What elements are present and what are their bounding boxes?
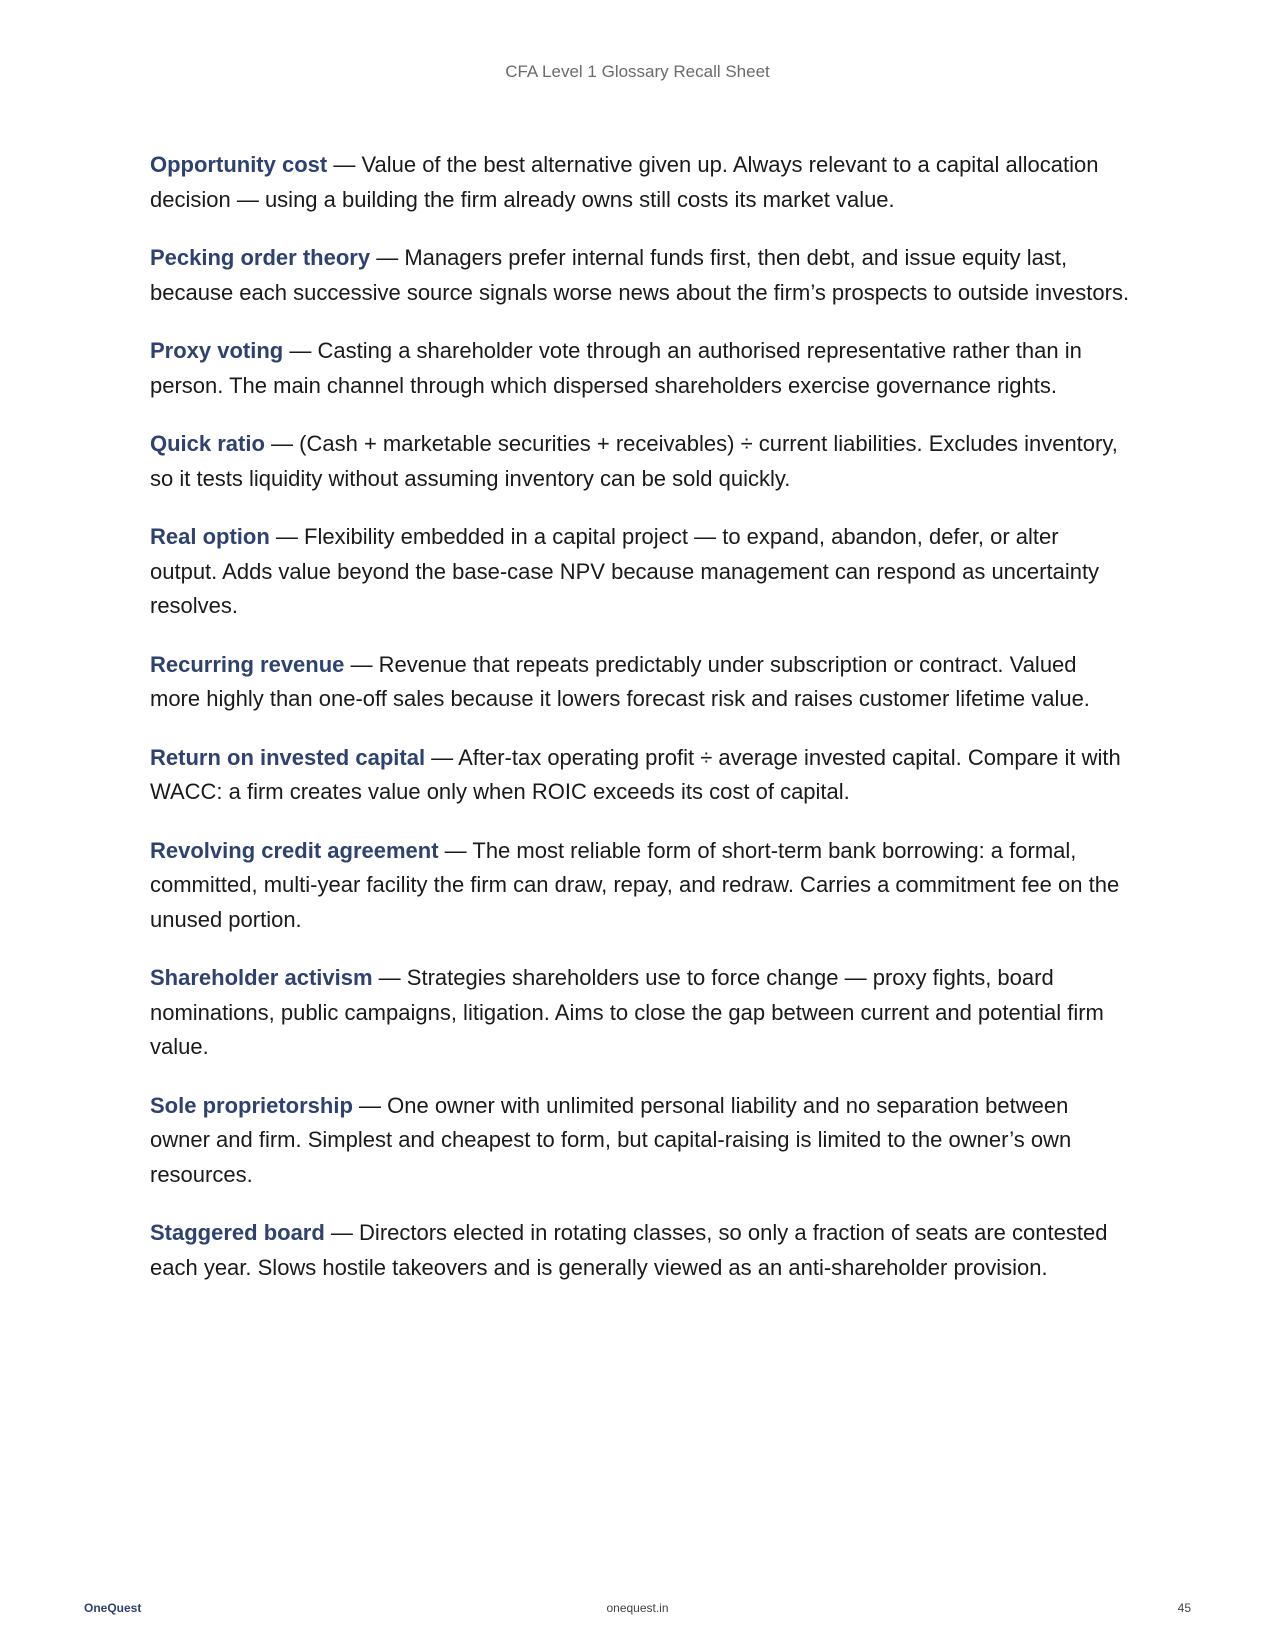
glossary-term: Staggered board <box>150 1220 325 1245</box>
glossary-entry <box>150 648 1130 717</box>
term-separator: — <box>372 965 407 990</box>
glossary-entry <box>150 427 1130 496</box>
term-separator: — <box>370 245 405 270</box>
term-separator: — <box>344 651 379 677</box>
glossary-entry <box>150 241 1130 310</box>
glossary-definition: (Cash + marketable securities + receivables) ÷ current liabilities. Excludes inventory, so it tests liquidity without assuming inventory can be sold quickly. <box>150 431 1118 491</box>
glossary-term: Proxy voting <box>150 338 284 363</box>
term-separator: — <box>352 1092 388 1118</box>
glossary-entry <box>150 148 1130 217</box>
glossary-term: Pecking order theory <box>150 245 371 270</box>
glossary-list <box>150 148 1130 1309</box>
term-separator: — <box>438 837 473 863</box>
page-number: 45 <box>1177 1601 1191 1615</box>
glossary-entry <box>150 741 1130 810</box>
page-footer <box>84 1601 1191 1617</box>
glossary-definition: The most reliable form of short-term bank borrowing: a formal, committed, multi-year facility the firm can draw, repay, and redraw. Carries a commitment fee on the unused portion. <box>150 837 1120 932</box>
glossary-definition: Managers prefer internal funds first, then debt, and issue equity last, because each successive source signals worse news about the firm’s prospects to outside investors. <box>150 245 1130 305</box>
glossary-term: Shareholder activism <box>150 965 373 990</box>
footer-brand: OneQuest <box>84 1601 142 1615</box>
glossary-term: Quick ratio <box>150 431 265 456</box>
glossary-entry <box>150 961 1130 1065</box>
glossary-term: Return on invested capital <box>150 744 426 770</box>
glossary-definition: Directors elected in rotating classes, so only a fraction of seats are contested each year. Slows hostile takeovers and is generally viewed as an anti-shareholder provision. <box>150 1220 1108 1280</box>
footer-url[interactable]: onequest.in <box>606 1601 669 1615</box>
term-separator: — <box>269 524 305 549</box>
glossary-term: Opportunity cost <box>150 152 328 177</box>
glossary-definition: Casting a shareholder vote through an authorised representative rather than in person. The main channel through which dispersed shareholders exercise governance rights. <box>150 338 1082 398</box>
page-title: CFA Level 1 Glossary Recall Sheet <box>505 62 770 81</box>
glossary-term: Sole proprietorship <box>150 1092 353 1118</box>
term-separator: — <box>324 1220 360 1245</box>
glossary-definition: Value of the best alternative given up. Always relevant to a capital allocation decision — using a building the firm already owns still costs its market value. <box>150 152 1099 212</box>
glossary-entry <box>150 520 1130 624</box>
glossary-definition: One owner with unlimited personal liability and no separation between owner and firm. Simplest and cheapest to form, but capital-raising is limited to the owner’s own resources. <box>150 1092 1072 1187</box>
term-separator: — <box>264 431 300 456</box>
term-separator: — <box>425 744 459 770</box>
glossary-definition: Flexibility embedded in a capital project — to expand, abandon, defer, or alter output. Adds value beyond the base-case NPV because management can respond as uncertainty resolves. <box>150 524 1100 618</box>
glossary-entry <box>150 1089 1130 1193</box>
glossary-definition: After-tax operating profit ÷ average invested capital. Compare it with WACC: a firm creates value only when ROIC exceeds its cost of capital. <box>150 744 1121 804</box>
glossary-entry <box>150 1216 1130 1285</box>
glossary-term: Real option <box>150 524 270 549</box>
glossary-definition: Revenue that repeats predictably under subscription or contract. Valued more highly than one-off sales because it lowers forecast risk and raises customer lifetime value. <box>150 651 1090 711</box>
glossary-entry <box>150 334 1130 403</box>
glossary-definition: Strategies shareholders use to force change — proxy fights, board nominations, public campaigns, litigation. Aims to close the gap between current and potential firm value. <box>150 965 1104 1059</box>
glossary-term: Revolving credit agreement <box>150 837 439 863</box>
term-separator: — <box>283 338 318 363</box>
term-separator: — <box>327 152 362 177</box>
glossary-term: Recurring revenue <box>150 651 345 677</box>
glossary-entry <box>150 834 1130 938</box>
